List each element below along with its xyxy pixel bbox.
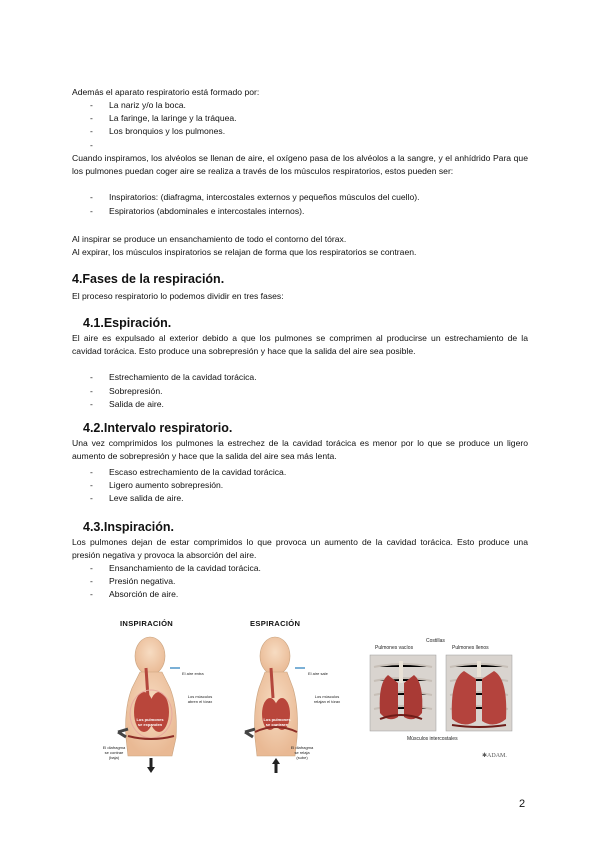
list-item-empty: - [90,140,93,150]
lungs-comparison-illustration [368,653,514,733]
list-item: - Escaso estrechamiento de la cavidad torácica. [90,467,287,477]
diaphragm-contract-label: El diafragma se contrae (baja) [102,745,126,760]
list-item: - Ligero aumento sobrepresión. [90,480,224,490]
list-item: - Estrechamiento de la cavidad torácica. [90,372,257,382]
section-4-3-paragraph: Los pulmones dejan de estar comprimidos lo que provoca un aumento de la cavidad torácica. Esto produce una presión negativa y provoca la absorción del aire. [72,537,528,560]
section-4-2-heading: 4.2.Intervalo respiratorio. [83,421,233,435]
full-lungs-label: Pulmones llenos [452,645,489,651]
ribs-label: Costillas [426,638,445,644]
page-number: 2 [519,798,526,810]
list-item: - Leve salida de aire. [90,493,184,503]
list-item: - La nariz y/o la boca. [90,100,186,110]
muscles-relax-label: Los músculos relajan el tórax [313,694,341,704]
lungs-expand-label: Los pulmones se expanden [136,717,164,727]
section-4-intro: El proceso respiratorio lo podemos dividir en tres fases: [72,291,284,301]
list-item: - Inspiratorios: (diafragma, intercostales externos y pequeños músculos del cuello). [90,192,420,202]
diaphragm-relax-label: El diafragma se relaja (sube) [290,745,314,760]
inspiration-figure-title: INSPIRACIÓN [120,619,174,628]
expiration-figure-title: ESPIRACIÓN [250,619,301,628]
inspire-line: Al inspirar se produce un ensanchamiento de todo el contorno del tórax. [72,234,347,244]
intercostal-label: Músculos intercostales [407,736,458,742]
empty-lungs-label: Pulmones vacíos [375,645,414,651]
list-item: - Presión negativa. [90,576,176,586]
intro-lead: Además el aparato respiratorio está formado por: [72,87,260,97]
adam-star-icon: ✱ [482,753,488,759]
section-4-1-heading: 4.1.Espiración. [83,316,172,330]
section-4-2-paragraph: Una vez comprimidos los pulmones la estrechez de la cavidad torácica es menor por lo que se produce un ligero aumento de sobrepresión y hace que la salida del aire sea más lenta. [72,438,528,461]
list-item: - La faringe, la laringe y la tráquea. [90,113,237,123]
list-item: - Ensanchamiento de la cavidad torácica. [90,563,261,573]
section-4-3-heading: 4.3.Inspiración. [83,520,175,534]
respiration-paragraph: Cuando inspiramos, los alvéolos se llenan de aire, el oxígeno pasa de los alvéolos a la sangre, y el anhídrido Para que los pulmones puedan coger aire se realiza a través de los músculos respiratorios, estos pueden ser: [72,153,528,176]
section-4-1-paragraph: El aire es expulsado al exterior debido a que los pulmones se comprimen al producirse un estrechamiento de la cavidad torácica. Esto produce una sobrepresión y hace que la salida del aire sea posible. [72,333,528,356]
list-item: - Absorción de aire. [90,589,179,599]
air-out-label: El aire sale [308,671,328,676]
list-item: - Salida de aire. [90,399,164,409]
list-item: - Los bronquios y los pulmones. [90,126,226,136]
expire-line: Al expirar, los músculos inspiratorios se relajan de forma que los respiratorios se contraen. [72,247,417,257]
list-item: - Espiratorios (abdominales e intercostales internos). [90,206,305,216]
adam-logo: ✱ADAM. [482,753,507,759]
list-item: - Sobrepresión. [90,386,163,396]
breathing-figure [102,612,520,772]
section-4-heading: 4.Fases de la respiración. [72,272,225,286]
muscles-open-label: Los músculos abren el tórax [187,694,213,704]
air-in-label: El aire entra [182,671,204,676]
lungs-contract-label: Los pulmones se contraen [263,717,291,727]
